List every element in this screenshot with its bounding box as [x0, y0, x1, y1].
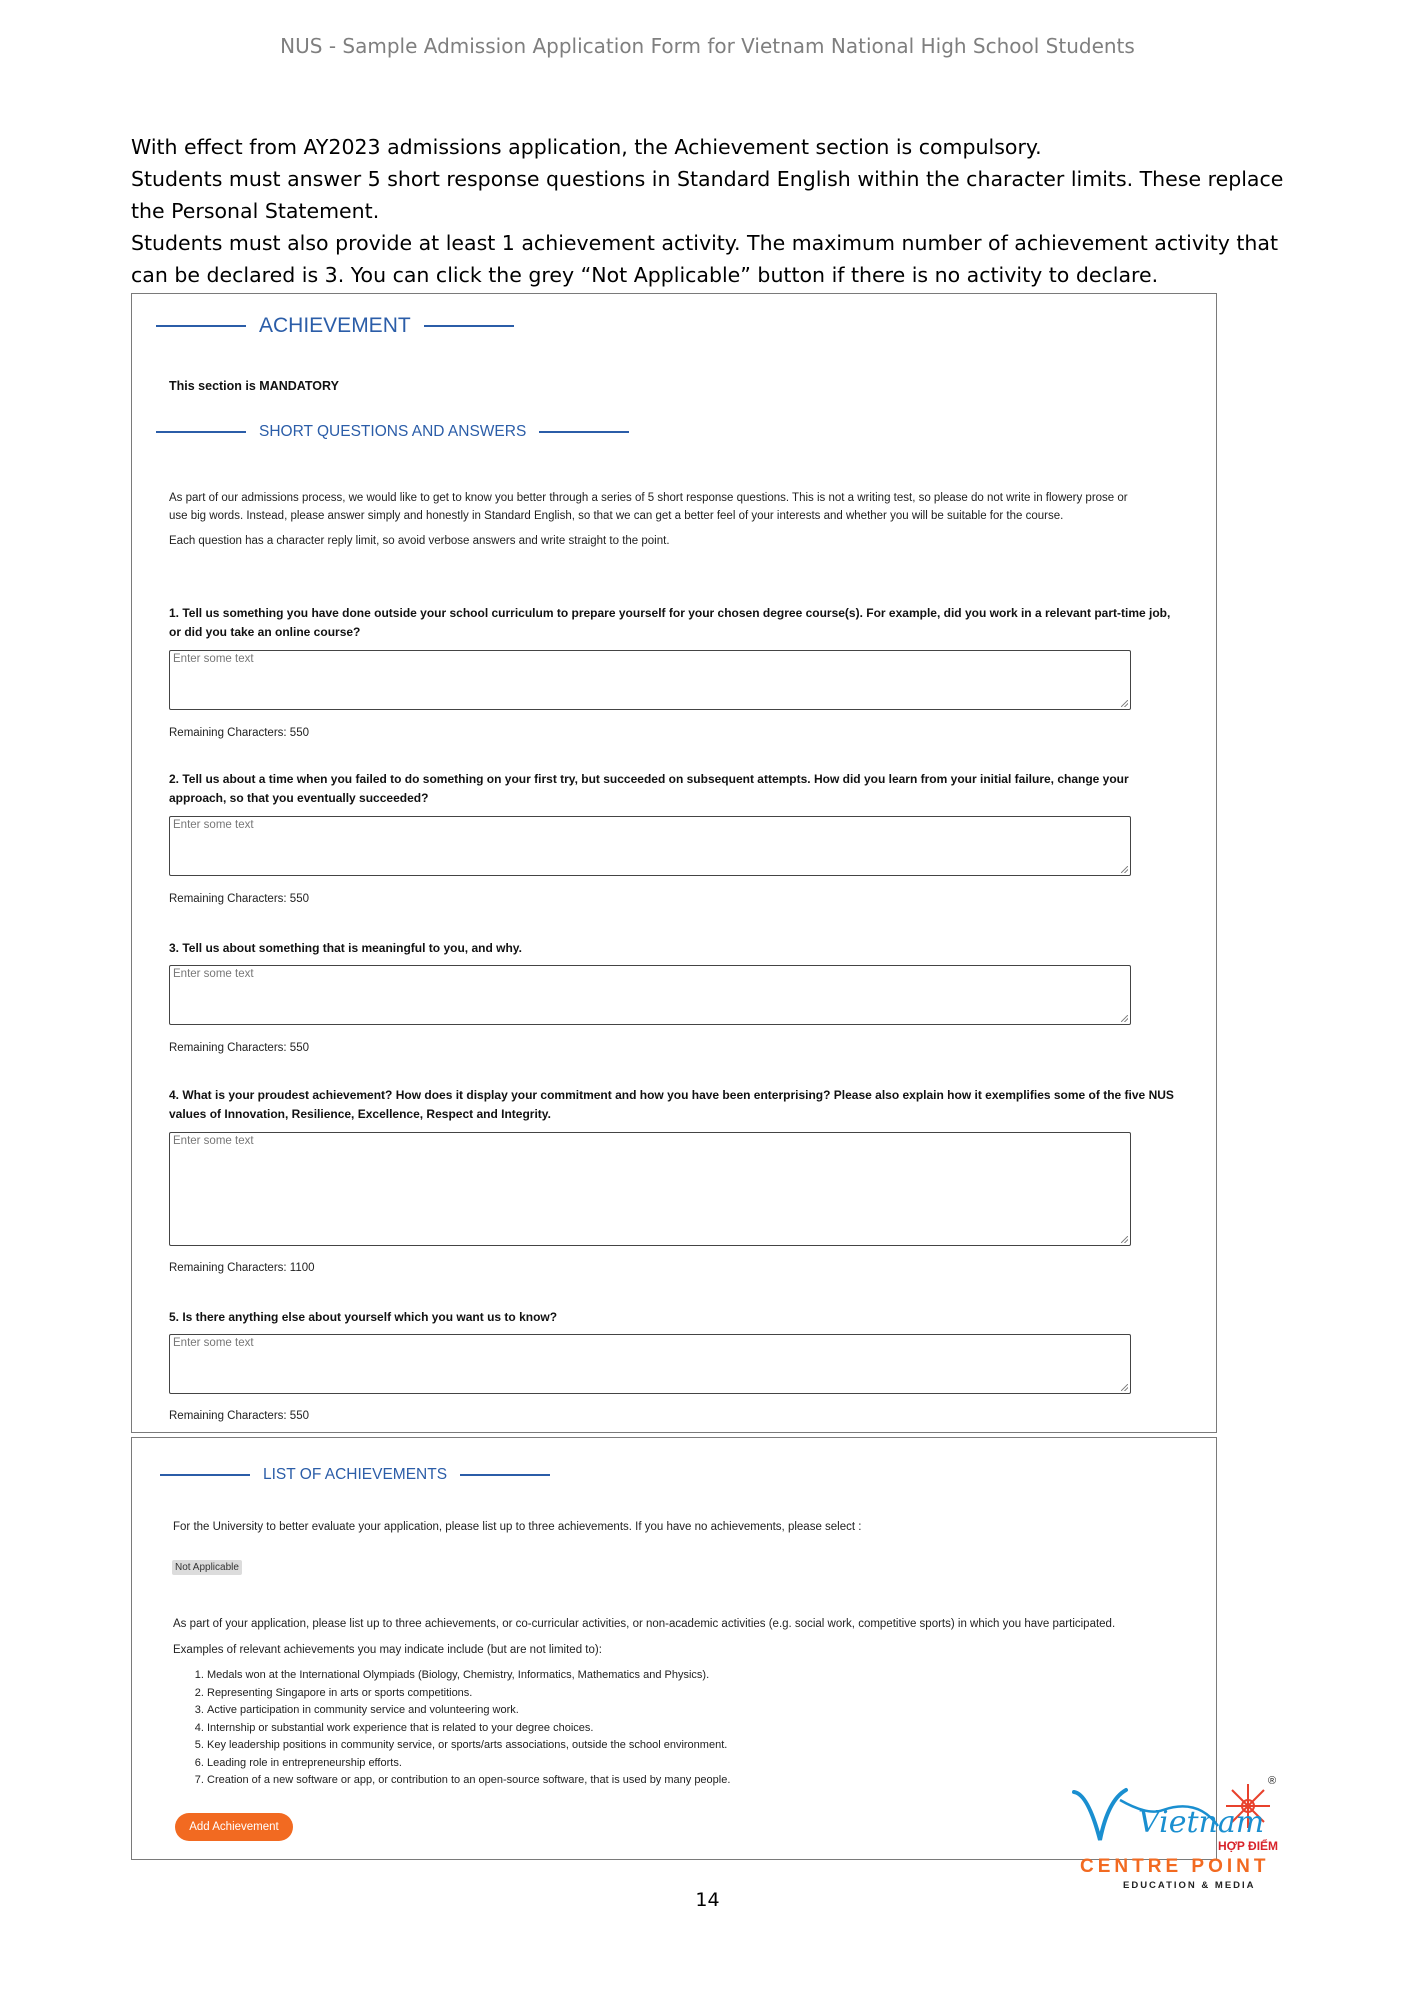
list-item: 7. Creation of a new software or app, or contribution to an open-source software, that is used by many people. [207, 1772, 1203, 1790]
short-qa-title: SHORT QUESTIONS AND ANSWERS [259, 423, 527, 440]
examples-heading: Examples of relevant achievements you may indicate include (but are not limited to): [173, 1644, 602, 1656]
intro-text [131, 131, 1291, 291]
answer-5-textarea[interactable] [169, 1334, 1131, 1394]
resize-grip-icon[interactable] [1121, 1015, 1128, 1022]
intro-line-1: With effect from AY2023 admissions application, the Achievement section is compulsory. [131, 135, 1042, 159]
resize-grip-icon[interactable] [1121, 866, 1128, 873]
remaining-1: Remaining Characters: 550 [169, 727, 309, 739]
resize-grip-icon[interactable] [1121, 1384, 1128, 1391]
logo-name: CENTRE POINT [1080, 1856, 1270, 1877]
question-4: 4. What is your proudest achievement? How does it display your commitment and how you have been enterprising? Please also explain how it exemplifies some of the five NUS values of Innovation, Resilience, Excellence, Respect and Integrity. [169, 1088, 1174, 1121]
limit-note: Each question has a character reply limit, so avoid verbose answers and write straight to the point. [169, 535, 670, 547]
page-number: 14 [695, 1889, 720, 1911]
resize-grip-icon[interactable] [1121, 700, 1128, 707]
question-2: 2. Tell us about a time when you failed to do something on your first try, but succeeded on subsequent attempts. How did you learn from your initial failure, change your approach, so that you eventually succeeded? [169, 772, 1129, 805]
list-title: LIST OF ACHIEVEMENTS [263, 1466, 448, 1483]
achievement-heading [156, 314, 514, 338]
mandatory-note: This section is MANDATORY [169, 379, 339, 393]
logo-tagline: EDUCATION & MEDIA [1123, 1880, 1256, 1891]
list-item: 1. Medals won at the International Olympiads (Biology, Chemistry, Informatics, Mathematics and Physics). [207, 1667, 1203, 1685]
centre-point-logo [1068, 1770, 1288, 1900]
logo-mark-icon [1068, 1770, 1288, 1900]
answer-1-textarea[interactable] [169, 650, 1131, 710]
logo-hop-diem: HỢP ĐIỂM [1218, 1839, 1279, 1853]
achievement-title: ACHIEVEMENT [259, 314, 411, 337]
answer-3-placeholder: Enter some text [173, 968, 254, 980]
answer-4-textarea[interactable] [169, 1132, 1131, 1246]
answer-1-placeholder: Enter some text [173, 653, 254, 665]
svg-text:®: ® [1268, 1775, 1277, 1787]
list-item: 6. Leading role in entrepreneurship efforts. [207, 1755, 1203, 1773]
list-item: 5. Key leadership positions in community service, or sports/arts associations, outside the school environment. [207, 1737, 1203, 1755]
intro-line-3: Students must also provide at least 1 achievement activity. The maximum number of achievement activity that can be declared is 3. You can click the grey “Not Applicable” button if there is no activity to declare. [131, 231, 1279, 287]
achievement-panel [131, 293, 1217, 1433]
examples-list [173, 1667, 1203, 1790]
short-qa-heading [156, 423, 629, 441]
list-of-achievements-panel [131, 1437, 1217, 1860]
add-achievement-button[interactable]: Add Achievement [175, 1813, 293, 1841]
document-header: NUS - Sample Admission Application Form for Vietnam National High School Students [280, 34, 1135, 58]
answer-2-placeholder: Enter some text [173, 819, 254, 831]
question-5: 5. Is there anything else about yourself which you want us to know? [169, 1310, 558, 1324]
answer-3-textarea[interactable] [169, 965, 1131, 1025]
list-instruction: As part of your application, please list up to three achievements, or co-curricular activities, or non-academic activities (e.g. social work, competitive sports) in which you have participated. [173, 1618, 1116, 1630]
remaining-4: Remaining Characters: 1100 [169, 1262, 315, 1274]
resize-grip-icon[interactable] [1121, 1236, 1128, 1243]
answer-5-placeholder: Enter some text [173, 1337, 254, 1349]
description-paragraph: As part of our admissions process, we would like to get to know you better through a series of 5 short response questions. This is not a writing test, so please do not write in flowery prose or use big words. Instead, please answer simply and honestly in Standard English, so that we can get a better feel of your interests and whether you will be suitable for the course. [169, 492, 1128, 522]
remaining-2: Remaining Characters: 550 [169, 893, 309, 905]
answer-2-textarea[interactable] [169, 816, 1131, 876]
remaining-5: Remaining Characters: 550 [169, 1410, 309, 1422]
answer-4-placeholder: Enter some text [173, 1135, 254, 1147]
question-1: 1. Tell us something you have done outside your school curriculum to prepare yourself for your chosen degree course(s). For example, did you work in a relevant part-time job, or did you take an online course? [169, 606, 1171, 639]
list-intro: For the University to better evaluate your application, please list up to three achievements. If you have no achievements, please select : [173, 1521, 862, 1533]
not-applicable-button[interactable]: Not Applicable [172, 1560, 242, 1575]
logo-script-text: Vietnam [1138, 1805, 1265, 1840]
list-heading [160, 1466, 550, 1484]
question-3: 3. Tell us about something that is meaningful to you, and why. [169, 941, 522, 955]
list-item: 3. Active participation in community service and volunteering work. [207, 1702, 1203, 1720]
list-item: 2. Representing Singapore in arts or sports competitions. [207, 1685, 1203, 1703]
intro-line-2: Students must answer 5 short response questions in Standard English within the character limits. These replace the Personal Statement. [131, 167, 1284, 223]
list-item: 4. Internship or substantial work experience that is related to your degree choices. [207, 1720, 1203, 1738]
remaining-3: Remaining Characters: 550 [169, 1042, 309, 1054]
qa-description [169, 489, 1139, 550]
